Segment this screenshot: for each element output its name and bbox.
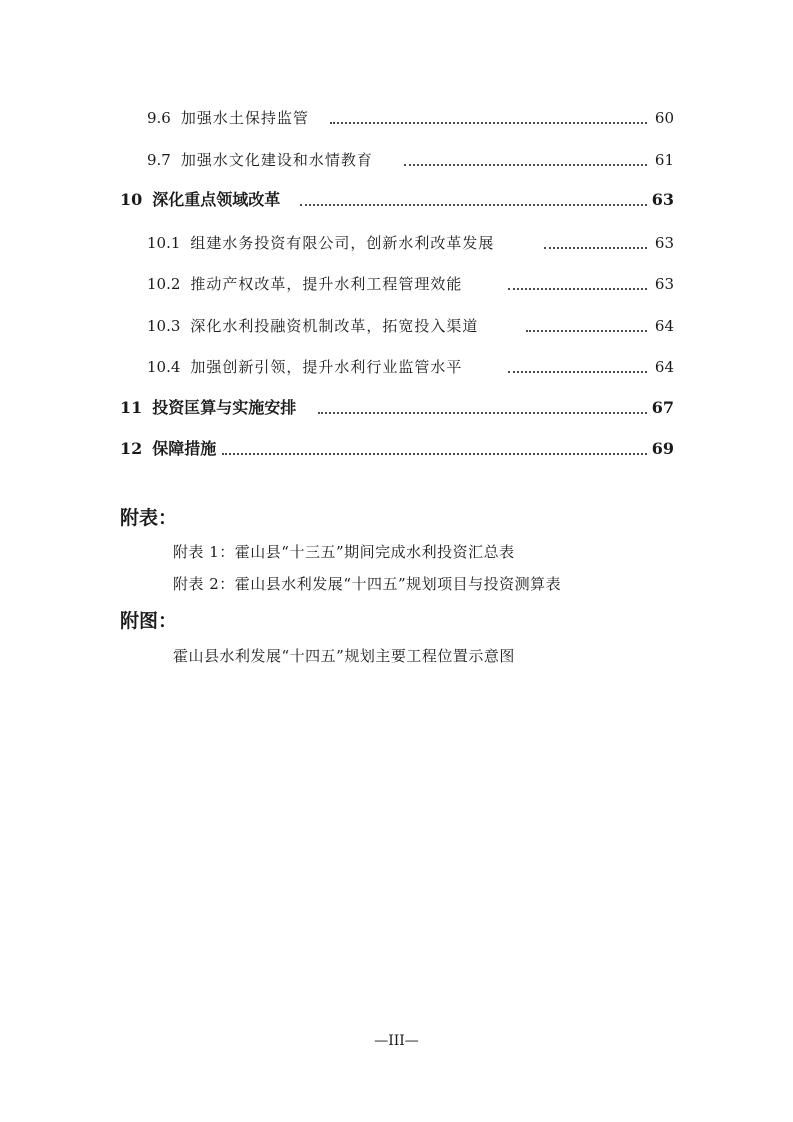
toc-entry-label: 10.3 深化水利投融资机制改革，拓宽投入渠道 <box>147 317 479 335</box>
toc-leader-dots <box>318 412 647 414</box>
toc-entry-10[interactable] <box>0 189 793 213</box>
toc-leader-dots <box>508 288 647 290</box>
toc-page-number: 60 <box>654 109 674 127</box>
toc-leader-dots <box>404 164 647 166</box>
appendix-table-2[interactable]: 附表 2：霍山县水利发展“十四五”规划项目与投资测算表 <box>173 575 562 593</box>
toc-entry-label: 12 保障措施 <box>120 439 217 458</box>
appendix-tables-heading: 附表： <box>120 507 178 529</box>
page-number-footer: —III— <box>374 1033 419 1049</box>
toc-page-number: 61 <box>654 151 674 169</box>
toc-leader-dots <box>300 204 647 206</box>
toc-leader-dots <box>526 330 647 332</box>
toc-page-number: 63 <box>654 234 674 252</box>
toc-entry-10-2[interactable] <box>0 273 793 297</box>
toc-page-number: 67 <box>651 398 674 417</box>
toc-entry-label: 9.6 加强水土保持监管 <box>147 109 309 127</box>
toc-leader-dots <box>544 247 647 249</box>
toc-entry-12[interactable] <box>0 438 793 462</box>
appendix-figure-1[interactable]: 霍山县水利发展“十四五”规划主要工程位置示意图 <box>173 647 515 665</box>
toc-entry-11[interactable] <box>0 397 793 421</box>
toc-entry-10-1[interactable] <box>0 232 793 256</box>
toc-entry-label: 10.4 加强创新引领，提升水利行业监管水平 <box>147 358 463 376</box>
toc-page-number: 63 <box>651 190 674 209</box>
toc-entry-10-4[interactable] <box>0 356 793 380</box>
toc-entry-9-6[interactable] <box>0 107 793 131</box>
toc-leader-dots <box>330 122 647 124</box>
toc-page-number: 69 <box>651 439 674 458</box>
toc-entry-label: 9.7 加强水文化建设和水情教育 <box>147 151 373 169</box>
appendix-table-1[interactable]: 附表 1：霍山县“十三五”期间完成水利投资汇总表 <box>173 543 515 561</box>
toc-entry-label: 10.2 推动产权改革，提升水利工程管理效能 <box>147 275 463 293</box>
appendix-figures-heading: 附图： <box>120 610 178 632</box>
toc-page-number: 63 <box>654 275 674 293</box>
toc-entry-label: 10.1 组建水务投资有限公司，创新水利改革发展 <box>147 234 495 252</box>
toc-page-number: 64 <box>654 317 674 335</box>
toc-page-number: 64 <box>654 358 674 376</box>
toc-entry-9-7[interactable] <box>0 149 793 173</box>
toc-entry-10-3[interactable] <box>0 315 793 339</box>
toc-leader-dots <box>222 453 647 455</box>
toc-leader-dots <box>508 371 647 373</box>
toc-entry-label: 11 投资匡算与实施安排 <box>120 398 297 417</box>
toc-entry-label: 10 深化重点领域改革 <box>120 190 281 209</box>
